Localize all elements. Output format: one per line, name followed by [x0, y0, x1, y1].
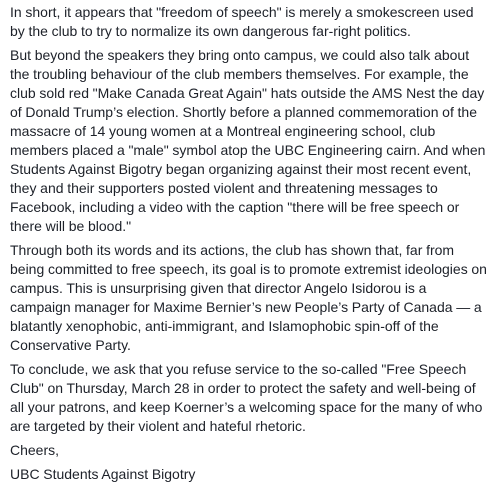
paragraph-club-behaviour: But beyond the speakers they bring onto campus, we could also talk about the troubling behaviour of the club members themselves. For example, the club sold red "Make Canada Great Again" hats outside the AMS Nest the day of Donald Trump’s election. Shortly before a planned commemoration of the massacre of 14 young women at a Montreal engineering school, club members placed a "male" symbol atop the UBC Engineering cairn. And when Students Against Bigotry began organizing against their most recent event, they and their supporters posted violent and threatening messages to Facebook, including a video with the caption "there will be free speech or there will be blood." [10, 47, 486, 234]
sign-off: Cheers, [10, 442, 60, 458]
paragraph-conclusion: To conclude, we ask that you refuse service to the so-called "Free Speech Club" on Thursday, March 28 in order to protect the safety and well-being of all your patrons, and keep Koerner’s a welcoming space for the many of who are targeted by their violent and hateful rhetoric. [10, 361, 483, 434]
paragraph-club-ideology: Through both its words and its actions, the club has shown that, far from being committed to free speech, its goal is to promote extremist ideologies on campus. This is unsurprising given that director Angelo Isidorou is a campaign manager for Maxime Bernier’s new People’s Party of Canada — a blatantly xenophobic, anti-immigrant, and Islamophobic spin-off of the Conservative Party. [10, 242, 487, 353]
signature: UBC Students Against Bigotry [10, 466, 196, 482]
paragraph-intro: In short, it appears that "freedom of speech" is merely a smokescreen used by the club to try to normalize its own dangerous far-right politics. [10, 4, 474, 39]
